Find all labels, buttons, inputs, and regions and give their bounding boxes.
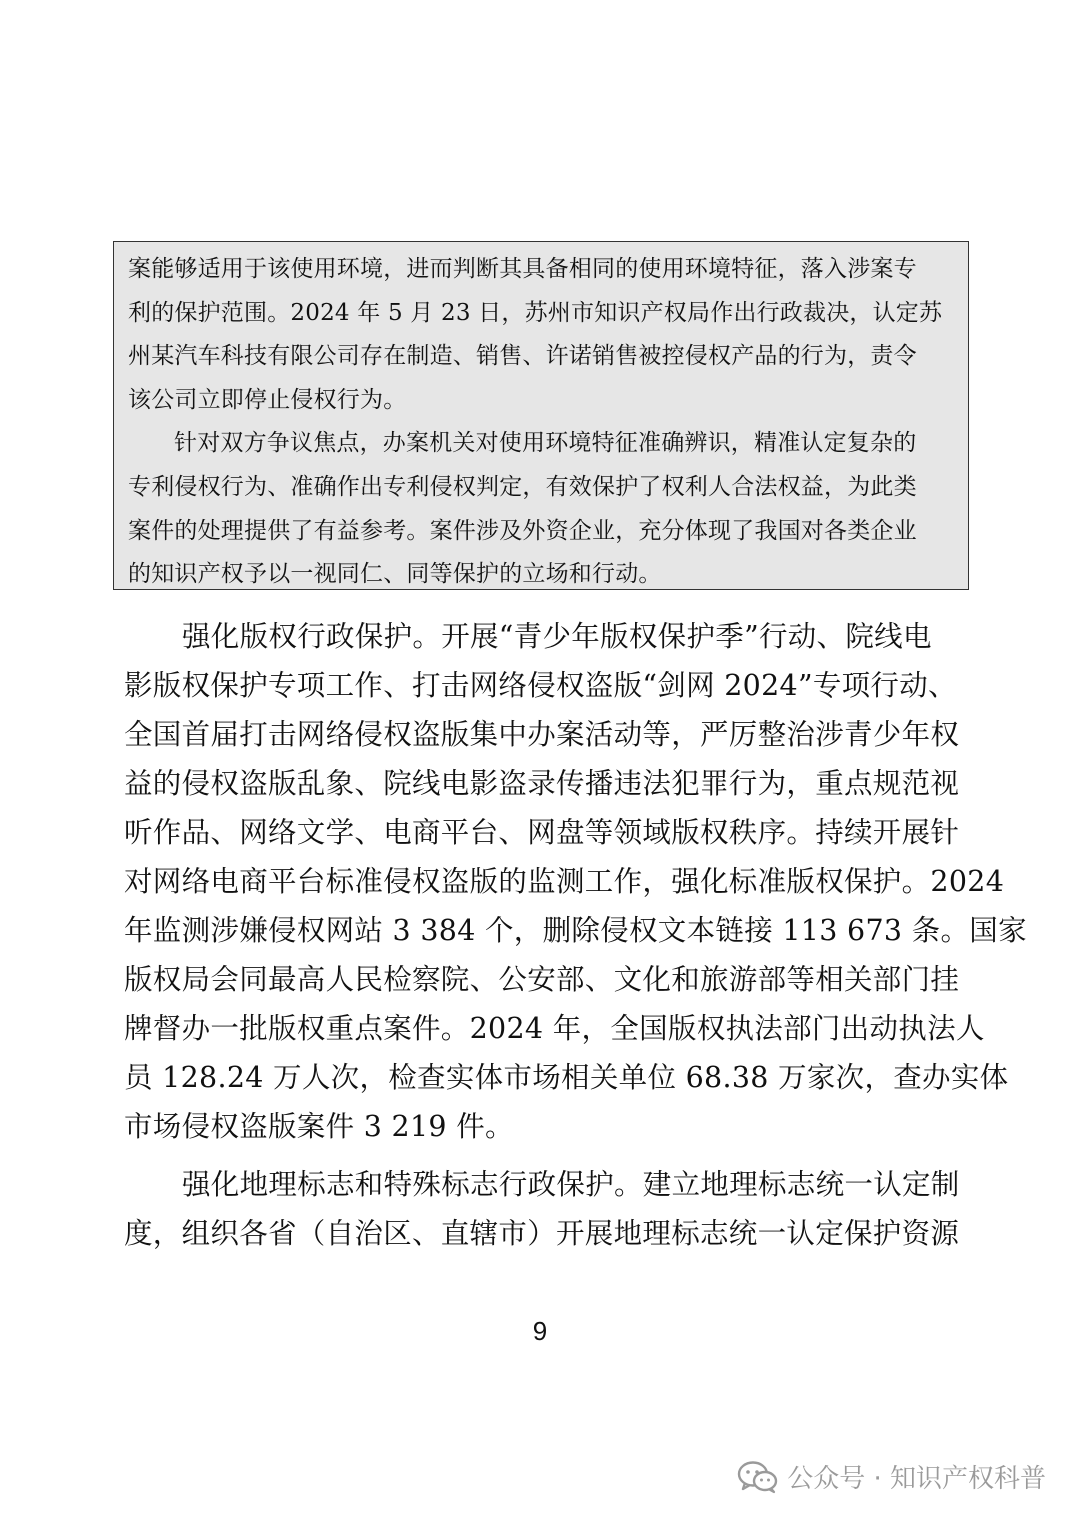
- paragraph-copyright: [124, 612, 1027, 1151]
- paragraph-line: 影版权保护专项工作、打击网络侵权盗版“剑网 2024”专项行动、: [124, 669, 957, 702]
- case-box-line: 案能够适用于该使用环境，进而判断其具备相同的使用环境特征，落入涉案专: [128, 256, 917, 282]
- case-box-line: 利的保护范围。2024 年 5 月 23 日，苏州市知识产权局作出行政裁决，认定苏: [128, 299, 943, 326]
- watermark-text: 公众号 · 知识产权科普: [787, 1464, 1046, 1494]
- case-box-line: 该公司立即停止侵权行为。: [128, 386, 407, 413]
- watermark: [737, 1458, 1046, 1495]
- paragraph-line: 年监测涉嫌侵权网站 3 384 个，删除侵权文本链接 113 673 条。国家: [124, 914, 1027, 947]
- paragraph-line: 强化地理标志和特殊标志行政保护。建立地理标志统一认定制: [182, 1168, 960, 1201]
- paragraph-geographical-indication: [124, 1160, 964, 1258]
- case-box-line: 专利侵权行为、准确作出专利侵权判定，有效保护了权利人合法权益，为此类: [128, 473, 917, 500]
- case-box-line: 针对双方争议焦点，办案机关对使用环境特征准确辨识，精准认定复杂的: [174, 430, 917, 457]
- paragraph-line: 版权局会同最高人民检察院、公安部、文化和旅游部等相关部门挂: [124, 963, 960, 996]
- wechat-icon: [737, 1460, 779, 1494]
- paragraph-line: 强化版权行政保护。开展“青少年版权保护季”行动、院线电: [182, 620, 932, 653]
- paragraph-line: 员 128.24 万人次，检查实体市场相关单位 68.38 万家次，查办实体: [124, 1061, 1009, 1094]
- page-number: 9: [532, 1316, 548, 1346]
- paragraph-line: 市场侵权盗版案件 3 219 件。: [124, 1110, 514, 1143]
- paragraph-line: 对网络电商平台标准侵权盗版的监测工作，强化标准版权保护。2024: [124, 865, 1005, 898]
- case-box-line: 案件的处理提供了有益参考。案件涉及外资企业，充分体现了我国对各类企业: [128, 517, 917, 544]
- paragraph-line: 听作品、网络文学、电商平台、网盘等领域版权秩序。持续开展针: [124, 816, 960, 849]
- case-box-line: 的知识产权予以一视同仁、同等保护的立场和行动。: [128, 561, 662, 588]
- case-box: [113, 241, 969, 590]
- body-text: [124, 612, 1027, 1258]
- paragraph-line: 益的侵权盗版乱象、院线电影盗录传播违法犯罪行为，重点规范视: [124, 767, 960, 800]
- case-box-line: 州某汽车科技有限公司存在制造、销售、许诺销售被控侵权产品的行为，责令: [128, 343, 917, 370]
- paragraph-line: 度，组织各省（自治区、直辖市）开展地理标志统一认定保护资源: [124, 1217, 960, 1250]
- paragraph-line: 全国首届打击网络侵权盗版集中办案活动等，严厉整治涉青少年权: [124, 718, 960, 751]
- paragraph-line: 牌督办一批版权重点案件。2024 年，全国版权执法部门出动执法人: [124, 1012, 985, 1045]
